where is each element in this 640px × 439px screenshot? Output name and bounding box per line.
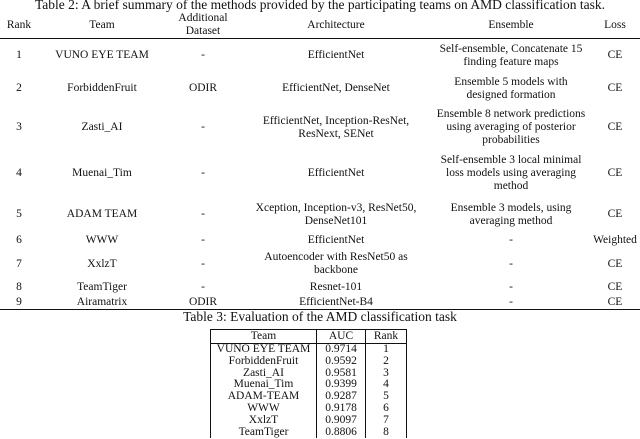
rank-cell: 4 [366,379,407,391]
rank-cell: 3 [366,368,407,380]
dataset-cell: - [201,234,205,246]
auc-cell: 0.9581 [317,368,366,380]
table-row [0,280,640,296]
ensemble-cell: Ensemble 5 models with designed formation [454,75,568,101]
team-cell: ForbiddenFruit [211,356,317,368]
auc-cell: 0.9178 [317,403,366,415]
dataset-cell: - [201,257,205,270]
header-loss: Loss [590,12,640,39]
table-row [0,197,640,233]
rank-cell: 5 [366,391,407,403]
architecture-cell: EfficientNet-B4 [240,296,432,310]
loss-cell: CE [607,208,623,220]
table2-caption: Table 2: A brief summary of the methods provided by the participating teams on AMD classification task. [34,0,606,12]
ensemble-cell: - [509,257,513,270]
table3-header-row [211,330,407,344]
architecture-cell: Autoencoder with ResNet50 as backbone [264,251,408,276]
auc-cell: 0.8806 [317,427,366,439]
architecture-cell: EfficientNet, Inception-ResNet, ResNext, SENet [262,114,410,140]
dataset-cell: - [201,121,205,133]
table-row [211,427,407,439]
rank-cell: 4 [16,167,22,179]
table3-caption: Table 3: Evaluation of the AMD classification task [183,309,457,324]
architecture-cell: EfficientNet [307,49,365,62]
loss-cell: CE [607,281,623,293]
table-row [211,391,407,403]
loss-cell: CE [607,121,623,133]
team-cell: TeamTiger [77,281,127,293]
auc-cell: 0.9592 [317,356,366,368]
methods-summary-table [0,12,640,310]
team-cell: ADAM-TEAM [211,391,317,403]
table-row [0,249,640,280]
ensemble-cell: Ensemble 3 models, using averaging method [450,201,572,227]
dataset-cell: - [201,208,205,220]
team-cell: TeamTiger [211,427,317,439]
architecture-cell: EfficientNet, DenseNet [282,82,390,94]
auc-cell: 0.9714 [317,344,366,356]
team-cell: Muenai_Tim [72,167,132,179]
rank-cell: 1 [366,344,407,356]
rank-cell: 6 [366,403,407,415]
ensemble-cell: - [509,234,513,246]
loss-cell: CE [607,167,623,179]
loss-cell: CE [607,49,623,62]
dataset-cell: ODIR [166,296,240,310]
table-row [0,39,640,73]
team-cell: Zasti_AI [81,121,123,133]
table-row [211,415,407,427]
architecture-cell: EfficientNet [307,234,365,246]
header-team: Team [211,330,317,344]
header-additional-dataset: Additional Dataset [166,12,240,39]
rank-cell: 2 [366,356,407,368]
ensemble-cell: Self-ensemble 3 local minimal loss models using averaging method [440,154,582,192]
auc-evaluation-table [210,329,407,438]
header-team: Team [38,12,166,39]
table-row [0,105,640,151]
auc-cell: 0.9399 [317,379,366,391]
dataset-cell: - [201,167,205,179]
rank-cell: 6 [16,234,22,246]
ensemble-cell: - [432,296,590,310]
architecture-cell: Xception, Inception-v3, ResNet50, DenseNet101 [255,201,417,227]
architecture-cell: Resnet-101 [309,281,363,293]
rank-cell: 7 [16,257,22,270]
rank-cell: 8 [366,427,407,439]
rank-cell: 8 [16,281,22,293]
rank-cell: 7 [366,415,407,427]
team-cell: VUNO EYE TEAM [55,49,149,62]
team-cell: Airamatrix [38,296,166,310]
auc-cell: 0.9097 [317,415,366,427]
team-cell: WWW [211,403,317,415]
ensemble-cell: Self-ensemble, Concatenate 15 finding feature maps [439,42,583,68]
rank-cell: 1 [16,49,22,62]
architecture-cell: EfficientNet [307,167,365,179]
rank-cell: 5 [16,208,22,220]
team-cell: ADAM TEAM [66,208,138,220]
header-auc: AUC [317,330,366,344]
table-row [211,356,407,368]
table-row [0,73,640,105]
table-row [211,403,407,415]
rank-cell: 3 [16,121,22,133]
ensemble-cell: Ensemble 8 network predictions using averaging of posterior probabilities [436,108,586,146]
loss-cell: CE [607,82,623,94]
team-cell: VUNO EYE TEAM [211,344,317,356]
dataset-cell: ODIR [188,82,218,94]
team-cell: XxlzT [211,415,317,427]
header-ensemble: Ensemble [432,12,590,39]
table-row [211,344,407,356]
table-row [0,151,640,197]
table-row [0,233,640,249]
header-rank: Rank [366,330,407,344]
loss-cell: CE [607,257,623,270]
rank-cell: 2 [16,82,22,94]
header-rank: Rank [0,12,38,39]
ensemble-cell: - [509,281,513,293]
rank-cell: 9 [0,296,38,310]
loss-cell: CE [590,296,640,310]
team-cell: ForbiddenFruit [67,82,137,94]
header-architecture: Architecture [240,12,432,39]
auc-cell: 0.9287 [317,391,366,403]
team-cell: XxlzT [87,257,117,270]
loss-cell: Weighted [593,234,637,246]
team-cell: WWW [85,234,119,246]
dataset-cell: - [201,49,205,62]
team-cell: Muenai_Tim [211,379,317,391]
table-row [0,296,640,310]
dataset-cell: - [201,281,205,293]
team-cell: Zasti_AI [211,368,317,380]
table2-header-row [0,12,640,39]
